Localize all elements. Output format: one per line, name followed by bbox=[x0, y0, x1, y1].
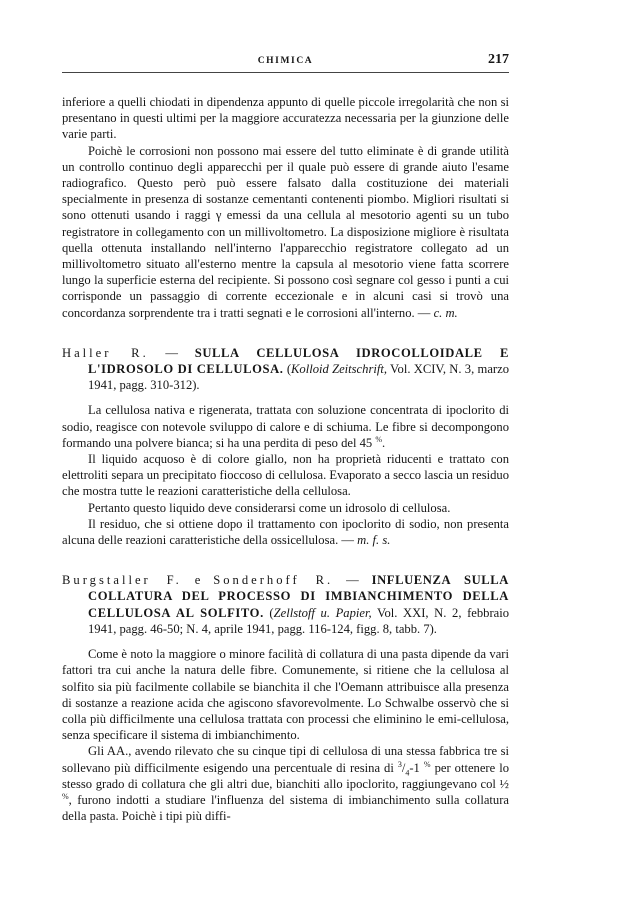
abstract-paragraph: Gli AA., avendo rilevato che su cinque tipi di cellulosa di una stessa fabbrica tre si sollevano più difficilmente esigendo una percentuale di resina di $^3/_4-1$ % per ottenere lo stesso grado di collatura che gli altri due, bianchiti allo ipoclorito, raggiungevano col ½ %, furono indotti a studiare l'influenza del sistema di imbianchimento sulla collatura della pasta. Poichè i tipi più diffi- bbox=[62, 744, 509, 824]
author-name: Sonderhoff R. bbox=[213, 573, 334, 588]
continuation-paragraph: inferiore a quelli chiodati in dipendenza appunto di quelle piccole irregolarità che non si presentano in questi ultimi per la maggiore accuratezza necessaria per la giunzione delle varie parti. bbox=[62, 95, 509, 142]
abstract-signature: c. m. bbox=[433, 305, 458, 320]
citation: Vol. XCIV, N. 3, marzo 1941, pagg. 310-312). bbox=[88, 362, 509, 393]
range-end: -1 bbox=[409, 760, 420, 775]
body-text bbox=[62, 94, 509, 824]
half-fraction: ½ bbox=[499, 776, 509, 791]
header-rule bbox=[62, 72, 509, 73]
abstract-text-end: . bbox=[382, 435, 386, 450]
abstract-paragraph: Pertanto questo liquido deve considerarsi come un idrosolo di cellulosa. bbox=[88, 500, 451, 515]
abstract-signature: m. f. s. bbox=[357, 533, 391, 548]
article-title: SULLA CELLULOSA IDROCOLLOIDALE E L'IDROSOLO DI CELLULOSA. bbox=[88, 345, 509, 377]
section-gap bbox=[62, 321, 509, 345]
section-title: CHIMICA bbox=[257, 56, 314, 66]
abstract-text: , furono indotti a studiare l'influenza del sistema di imbianchimento sulla collatura della pasta. Poichè i tipi più diffi- bbox=[62, 792, 509, 824]
abstract-text: Il residuo, che si ottiene dopo il trattamento con ipoclorito di sodio, non presenta alcuna delle reazioni caratteristiche della ossicellulosa. — bbox=[62, 516, 509, 548]
journal-name: Kolloid Zeitschrift, bbox=[291, 362, 387, 377]
corrosion-paragraph bbox=[62, 143, 509, 321]
percent-sign: % bbox=[375, 434, 383, 444]
page-number: 217 bbox=[488, 52, 509, 67]
fraction-numerator: 3 bbox=[397, 759, 402, 769]
author-name: Burgstaller F. bbox=[62, 573, 182, 588]
corrosion-text: Poichè le corrosioni non possono mai essere del tutto eliminate è di grande utilità un controllo continuo degli apparecchi per il quale può essere di grande aiuto l'esame radiografico. Questo però può essere falsato dalla costituzione dei materiali specialmente in presenza di sostanze cementanti contenenti piombo. Migliori risultati si sono ottenuti usando i raggi γ emessi da una cellula al mesotorio agenti su un tubo registratore in collegamento con un millivoltometro. La disposizione migliore è risultata quella ottenuta installando nell'interno l'apparecchio registratore collegato ad un millivoltometro situato all'esterno mentre la capsula al mesotorio viene fatta scorrere lungo la superficie esterna del recipiente. Si possono così segnare col gesso i punti a cui corrisponde un passaggio di corrente eccezionale e in alcuni casi si trovò una concordanza sorprendente tra i tratti segnati e le corrosioni all'interno. — bbox=[62, 143, 509, 320]
abstract-paragraph bbox=[62, 516, 509, 548]
abstract-text: per ottenere lo stesso grado di collatura che gli altri due, bianchiti allo ipoclorito, raggiungevano col bbox=[62, 760, 509, 791]
abstract-text: Gli AA., avendo rilevato che su cinque tipi di cellulosa di una stessa fabbrica tre si sollevano più difficilmente esigendo una percentuale di resina di bbox=[62, 744, 509, 775]
author-conjunction: e bbox=[194, 573, 201, 588]
author-name: Haller R. bbox=[62, 345, 149, 360]
abstract-paragraph bbox=[62, 402, 509, 451]
abstract-paragraph: Il liquido acquoso è di colore giallo, non ha proprietà riducenti e trattato con elettroliti separa un precipitato fioccoso di cellulosa. Evaporato a secco lascia un residuo che mostra tutte le reazioni caratteristiche della cellulosa. bbox=[62, 452, 509, 499]
fraction-denominator: 4 bbox=[405, 768, 410, 778]
journal-name: Zellstoff u. Papier, bbox=[273, 605, 372, 620]
percent-sign: % bbox=[423, 759, 431, 769]
citation: Vol. XXI, N. 2, febbraio 1941, pagg. 46-50; N. 4, aprile 1941, pagg. 116-124, figg. 8, tabb. 7). bbox=[88, 605, 510, 636]
article-heading: Haller R. — SULLA CELLULOSA IDROCOLLOIDALE E L'IDROSOLO DI CELLULOSA. (Kolloid Zeitschrift, Vol. XCIV, N. 3, marzo 1941, pagg. 310-312). bbox=[62, 345, 509, 393]
running-header bbox=[62, 52, 509, 76]
heading-dash: — bbox=[346, 573, 359, 588]
abstract-paragraph: Come è noto la maggiore o minore facilità di collatura di una pasta dipende da vari fattori tra cui anche la natura delle fibre. Comunemente, si ritiene che la cellulosa al solfito sia più facilmente collabile se bianchita il che l'Oemann attribuisce alla presenza di sostanze a reazione acida che agiscono sfavorevolmente. Lo Schwalbe osservò che si colla più difficilmente una cellulosa trattata con processi che eliminino le emi-cellulosa, senza specificare il sistema di imbianchimento. bbox=[62, 647, 509, 743]
article-title: INFLUENZA SULLA COLLATURA DEL PROCESSO DI IMBIANCHIMENTO DELLA CELLULOSA AL SOLFITO. bbox=[88, 573, 509, 620]
percent-sign: % bbox=[62, 791, 69, 801]
abstract-text: La cellulosa nativa e rigenerata, trattata con soluzione concentrata di ipoclorito di sodio, reagisce con notevole sviluppo di calore e di schiuma. Le fibre si decompongono formando una polvere bianca; si ha una perdita di peso del 45 bbox=[62, 403, 509, 450]
heading-dash: — bbox=[165, 345, 179, 360]
section-gap bbox=[62, 548, 509, 572]
article-heading: Burgstaller F. e Sonderhoff R. — INFLUENZA SULLA COLLATURA DEL PROCESSO DI IMBIANCHIMENTO DELLA CELLULOSA AL SOLFITO. (Zellstoff u. Papier, Vol. XXI, N. 2, febbraio 1941, pagg. 46-50; N. 4, aprile 1941, pagg. 116-124, figg. 8, tabb. 7). bbox=[62, 573, 510, 636]
